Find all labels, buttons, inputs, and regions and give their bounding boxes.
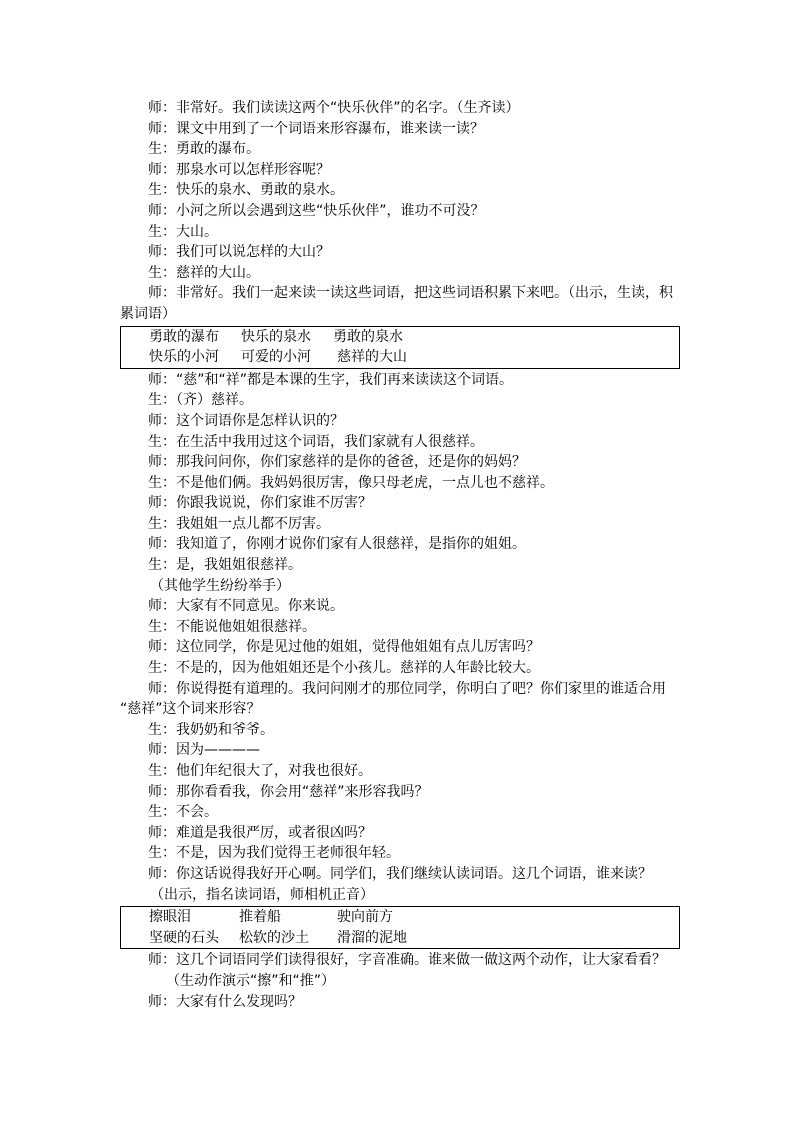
vocabulary-word: 擦眼泪 — [149, 909, 191, 926]
transcript — [120, 98, 680, 1012]
dialogue-line: 师：难道是我很严厉，或者很凶吗？ — [148, 824, 372, 841]
dialogue-line: 生：勇敢的瀑布。 — [148, 141, 260, 158]
dialogue-line: 师：那我问问你，你们家慈祥的是你的爸爸，还是你的妈妈？ — [148, 454, 526, 471]
vocabulary-word: 快乐的小河 — [149, 349, 219, 366]
dialogue-line: 师：我知道了，你刚才说你们家有人很慈祥，是指你的姐姐。 — [148, 536, 526, 553]
vocabulary-row — [149, 347, 679, 368]
dialogue-line: 师：我们可以说怎样的大山？ — [148, 244, 330, 261]
vocabulary-word: 勇敢的瀑布 — [149, 328, 219, 345]
vocabulary-box — [120, 906, 680, 949]
dialogue-line: 师：因为———— — [148, 742, 260, 759]
vocabulary-word: 滑溜的泥地 — [337, 929, 407, 946]
vocabulary-word: 勇敢的泉水 — [333, 328, 403, 345]
dialogue-line: 生：我奶奶和爷爷。 — [148, 721, 274, 738]
dialogue-line: 师：这位同学，你是见过他的姐姐，觉得他姐姐有点儿厉害吗？ — [148, 639, 540, 656]
vocabulary-row — [149, 327, 679, 348]
dialogue-line: 生：不是的，因为他姐姐还是个小孩儿。慈祥的人年龄比较大。 — [148, 660, 540, 677]
stage-direction: （出示，指名读词语，师相机正音） — [150, 886, 374, 903]
dialogue-line: 师：大家有不同意见。你来说。 — [148, 598, 344, 615]
vocabulary-word: 慈祥的大山 — [337, 349, 407, 366]
dialogue-line: 生：慈祥的大山。 — [148, 264, 260, 281]
dialogue-line: 师：那泉水可以怎样形容呢？ — [148, 161, 330, 178]
vocabulary-row — [149, 907, 679, 928]
vocabulary-word: 推着船 — [239, 909, 281, 926]
dialogue-line: 生：他们年纪很大了，对我也很好。 — [148, 763, 372, 779]
stage-direction: （其他学生纷纷举手） — [150, 577, 290, 594]
dialogue-line: 生：不是他们俩。我妈妈很厉害，像只母老虎，一点儿也不慈祥。 — [148, 474, 554, 491]
dialogue-line: 师：这几个词语同学们读得很好，字音准确。谁来做一做这两个动作，让大家看看？ — [148, 952, 666, 969]
dialogue-line: 师：非常好。我们一起来读一读这些词语，把这些词语积累下来吧。（出示，生读，积 — [148, 285, 673, 302]
vocabulary-word: 驶向前方 — [337, 909, 393, 926]
dialogue-line-wrap: “慈祥”这个词来形容？ — [120, 701, 261, 718]
dialogue-line: 师：非常好。我们读读这两个“快乐伙伴”的名字。（生齐读） — [148, 100, 520, 116]
dialogue-line: 师：你说得挺有道理的。我问问刚才的那位同学，你明白了吧？你们家里的谁适合用 — [148, 680, 666, 697]
vocabulary-word: 快乐的泉水 — [241, 328, 311, 345]
dialogue-line: 生：不能说他姐姐很慈祥。 — [148, 618, 316, 635]
dialogue-line: 生：（齐）慈祥。 — [148, 392, 253, 409]
dialogue-line: 师：大家有什么发现吗？ — [148, 993, 302, 1010]
dialogue-line: 生：我姐姐一点儿都不厉害。 — [148, 515, 330, 532]
vocabulary-row — [149, 928, 679, 949]
dialogue-line: 师：课文中用到了一个词语来形容瀑布，谁来读一读？ — [148, 120, 484, 137]
dialogue-line: 师：那你看看我，你会用“慈祥”来形容我吗？ — [148, 783, 429, 800]
vocabulary-word: 坚硬的石头 — [149, 929, 219, 946]
vocabulary-word: 可爱的小河 — [241, 349, 311, 366]
dialogue-line: 生：在生活中我用过这个词语，我们家就有人很慈祥。 — [148, 433, 484, 450]
dialogue-line: 师：“慈”和“祥”都是本课的生字，我们再来读读这个词语。 — [148, 371, 514, 388]
dialogue-line: 生：不会。 — [148, 804, 218, 821]
dialogue-line: 师：小河之所以会遇到这些“快乐伙伴”，谁功不可没？ — [148, 202, 485, 219]
stage-direction: （生动作演示“擦”和“推”） — [166, 972, 336, 989]
vocabulary-box — [120, 326, 680, 369]
dialogue-line: 生：大山。 — [148, 223, 218, 240]
dialogue-line: 师：这个词语你是怎样认识的？ — [148, 412, 344, 429]
dialogue-line-wrap: 累词语） — [120, 305, 176, 322]
dialogue-line: 师：你跟我说说，你们家谁不厉害？ — [148, 495, 372, 512]
dialogue-line: 生：是，我姐姐很慈祥。 — [148, 557, 302, 574]
dialogue-line: 师：你这话说得我好开心啊。同学们，我们继续认读词语。这几个词语，谁来读？ — [148, 865, 652, 882]
dialogue-line: 生：快乐的泉水、勇敢的泉水。 — [148, 182, 344, 199]
vocabulary-word: 松软的沙土 — [239, 929, 309, 946]
dialogue-line: 生：不是，因为我们觉得王老师很年轻。 — [148, 845, 400, 862]
